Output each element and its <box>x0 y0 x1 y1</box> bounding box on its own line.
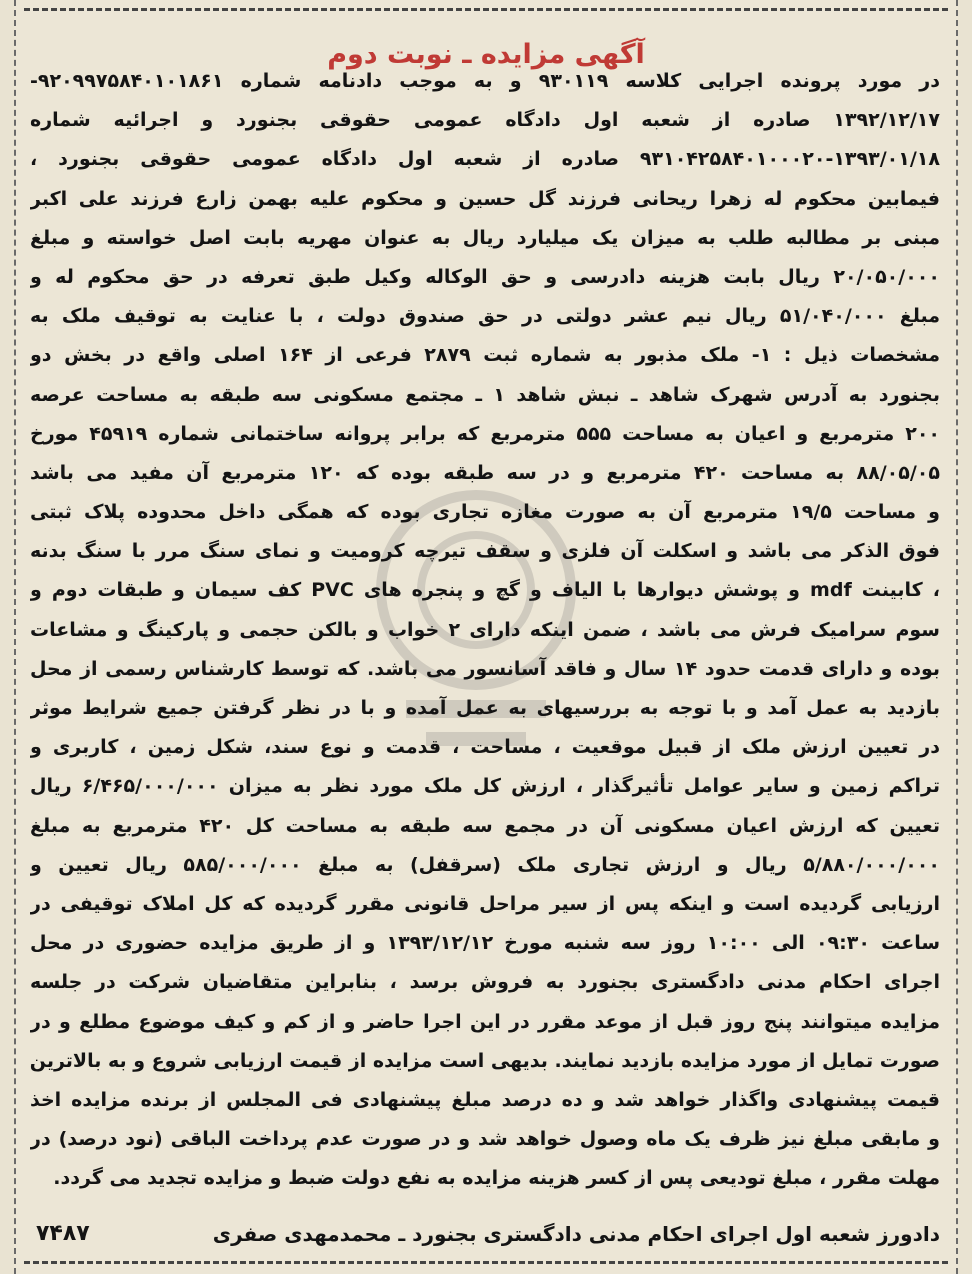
signature-line: دادورز شعبه اول اجرای احکام مدنی دادگستری بجنورد ـ محمدمهدی صفری <box>212 1222 940 1246</box>
notice-body-line: ، کابینت mdf و پوشش دیوارها با الیاف و گچ و پنجره های PVC کف سیمان و طبقات دوم و <box>30 579 940 602</box>
notice-body-line: ۵/۸۸۰/۰۰۰/۰۰۰ ریال و ارزش تجاری ملک (سرقفل) به مبلغ ۵۸۵/۰۰۰/۰۰۰ ریال تعیین و <box>30 853 940 876</box>
notice-body-line: در مورد پرونده اجرایی کلاسه ۹۳۰۱۱۹ و به موجب دادنامه شماره ۹۲۰۹۹۷۵۸۴۰۱۰۱۸۶۱- <box>30 70 940 92</box>
notice-body <box>30 62 940 1198</box>
notice-body-line: مبلغ ۵۱/۰۴۰/۰۰۰ ریال نیم عشر دولتی در حق صندوق دولت ، با عنایت به توقیف ملک به <box>30 305 940 328</box>
notice-body-line: صورت تمایل از مورد مزایده بازدید نمایند. بدیهی است مزایده از قیمت ارزیابی شروع و به بالاترین <box>30 1049 940 1072</box>
notice-body-line: تراکم زمین و سایر عوامل تأثیرگذار ، ارزش کل ملک مورد نظر به میزان ۶/۴۶۵/۰۰۰/۰۰۰ ریال <box>30 775 940 798</box>
notice-body-line: و مساحت ۱۹/۵ مترمربع آن به صورت مغازه تجاری بوده که همگی داخل محدوده پلاک ثبتی <box>30 501 940 524</box>
notice-body-line: و مابقی مبلغ نیز ظرف یک ماه وصول خواهد شد و در صورت عدم پرداخت الباقی (نود درصد) در <box>30 1128 940 1151</box>
notice-body-line: تعیین که ارزش اعیان مسکونی آن در مجمع سه طبقه به مساحت کل ۴۲۰ مترمربع به مبلغ <box>30 814 940 837</box>
notice-body-line: در تعیین ارزش ملک از قبیل موقعیت ، مساحت ، قدمت و نوع سند، شکل زمین ، کاربری و <box>30 736 940 759</box>
notice-body-line: بجنورد به آدرس شهرک شاهد ـ نبش شاهد ۱ ـ مجتمع مسکونی سه طبقه به مساحت عرصه <box>30 383 940 406</box>
notice-body-line: ۸۸/۰۵/۰۵ به مساحت ۴۲۰ مترمربع و در سه طبقه بوده که ۱۲۰ مترمربع آن مفید می باشد <box>30 461 940 484</box>
notice-body-line: بازدید به عمل آمد و با توجه به بررسیهای به عمل آمده و با در نظر گرفتن جمیع شرایط موثر <box>30 697 940 719</box>
bottom-dashed-border <box>24 1261 948 1264</box>
notice-body-line: بوده و دارای قدمت حدود ۱۴ سال و فاقد آسانسور می باشد. که توسط کارشناس رسمی از محل <box>30 657 940 680</box>
notice-title: آگهی مزایده ـ نوبت دوم <box>327 39 645 71</box>
newspaper-clipping <box>14 0 958 1274</box>
notice-body-line: ۹۳۱۰۴۲۵۸۴۰۱۰۰۰۲۰-۱۳۹۳/۰۱/۱۸ صادره از شعبه اول دادگاه عمومی حقوقی بجنورد ، <box>30 148 940 171</box>
notice-body-line: ۲۰۰ مترمربع و اعیان به مساحت ۵۵۵ مترمربع که برابر پروانه ساختمانی شماره ۴۵۹۱۹ مورخ <box>30 422 940 445</box>
notice-body-line: ارزیابی گردیده است و اینکه پس از سیر مراحل قانونی مقرر گردیده که کل املاک توقیفی در <box>30 892 940 915</box>
notice-body-line: اجرای احکام مدنی دادگستری بجنورد به فروش برسد ، بنابراین متقاضیان شرکت در جلسه <box>30 971 940 994</box>
notice-body-line: قیمت پیشنهادی واگذار خواهد شد و ده درصد مبلغ پیشنهادی فی المجلس از برنده مزایده اخذ <box>30 1088 940 1111</box>
notice-number: ۷۴۸۷ <box>36 1221 90 1246</box>
notice-body-line: مهلت مقرر ، مبلغ تودیعی پس از کسر هزینه مزایده به نفع دولت ضبط و مزایده تجدید می گردد. <box>53 1167 940 1190</box>
notice-footer <box>30 1212 940 1256</box>
notice-body-line: مبنی بر مطالبه طلب به میزان یک میلیارد ریال به عنوان مهریه بابت اصل خواسته و مبلغ <box>30 226 940 249</box>
notice-body-line: مزایده میتوانند پنج روز قبل از موعد مقرر در این اجرا حاضر و از کم و کیف موضوع مطلع و در <box>30 1010 940 1033</box>
notice-body-line: مشخصات ذیل : ۱- ملک مذبور به شماره ثبت ۲۸۷۹ فرعی از ۱۶۴ اصلی واقع در بخش دو <box>30 344 940 367</box>
notice-body-line: ۱۳۹۲/۱۲/۱۷ صادره از شعبه اول دادگاه عمومی حقوقی بجنورد و اجرائیه شماره <box>30 109 940 132</box>
notice-body-line: ساعت ۰۹:۳۰ الی ۱۰:۰۰ روز سه شنبه مورخ ۱۳۹۳/۱۲/۱۲ و از طریق مزایده حضوری در محل <box>30 932 940 955</box>
notice-body-line: ۲۰/۰۵۰/۰۰۰ ریال بابت هزینه دادرسی و حق الوکاله وکیل طبق تعرفه در حق محکوم له و <box>30 265 940 288</box>
top-dashed-border <box>24 8 948 11</box>
notice-body-line: سوم سرامیک فرش می باشد ، ضمن اینکه دارای ۲ خواب و بالکن حجمی و پارکینگ و مشاعات <box>30 618 940 641</box>
notice-body-line: فیمابین محکوم له زهرا ریحانی فرزند گل حسین و محکوم علیه بهمن زارع فرزند علی اکبر <box>30 187 940 210</box>
notice-body-line: فوق الذکر می باشد و اسکلت آن فلزی و سقف تیرچه کرومیت و نمای سنگ مرر با سنگ بدنه <box>30 540 940 563</box>
